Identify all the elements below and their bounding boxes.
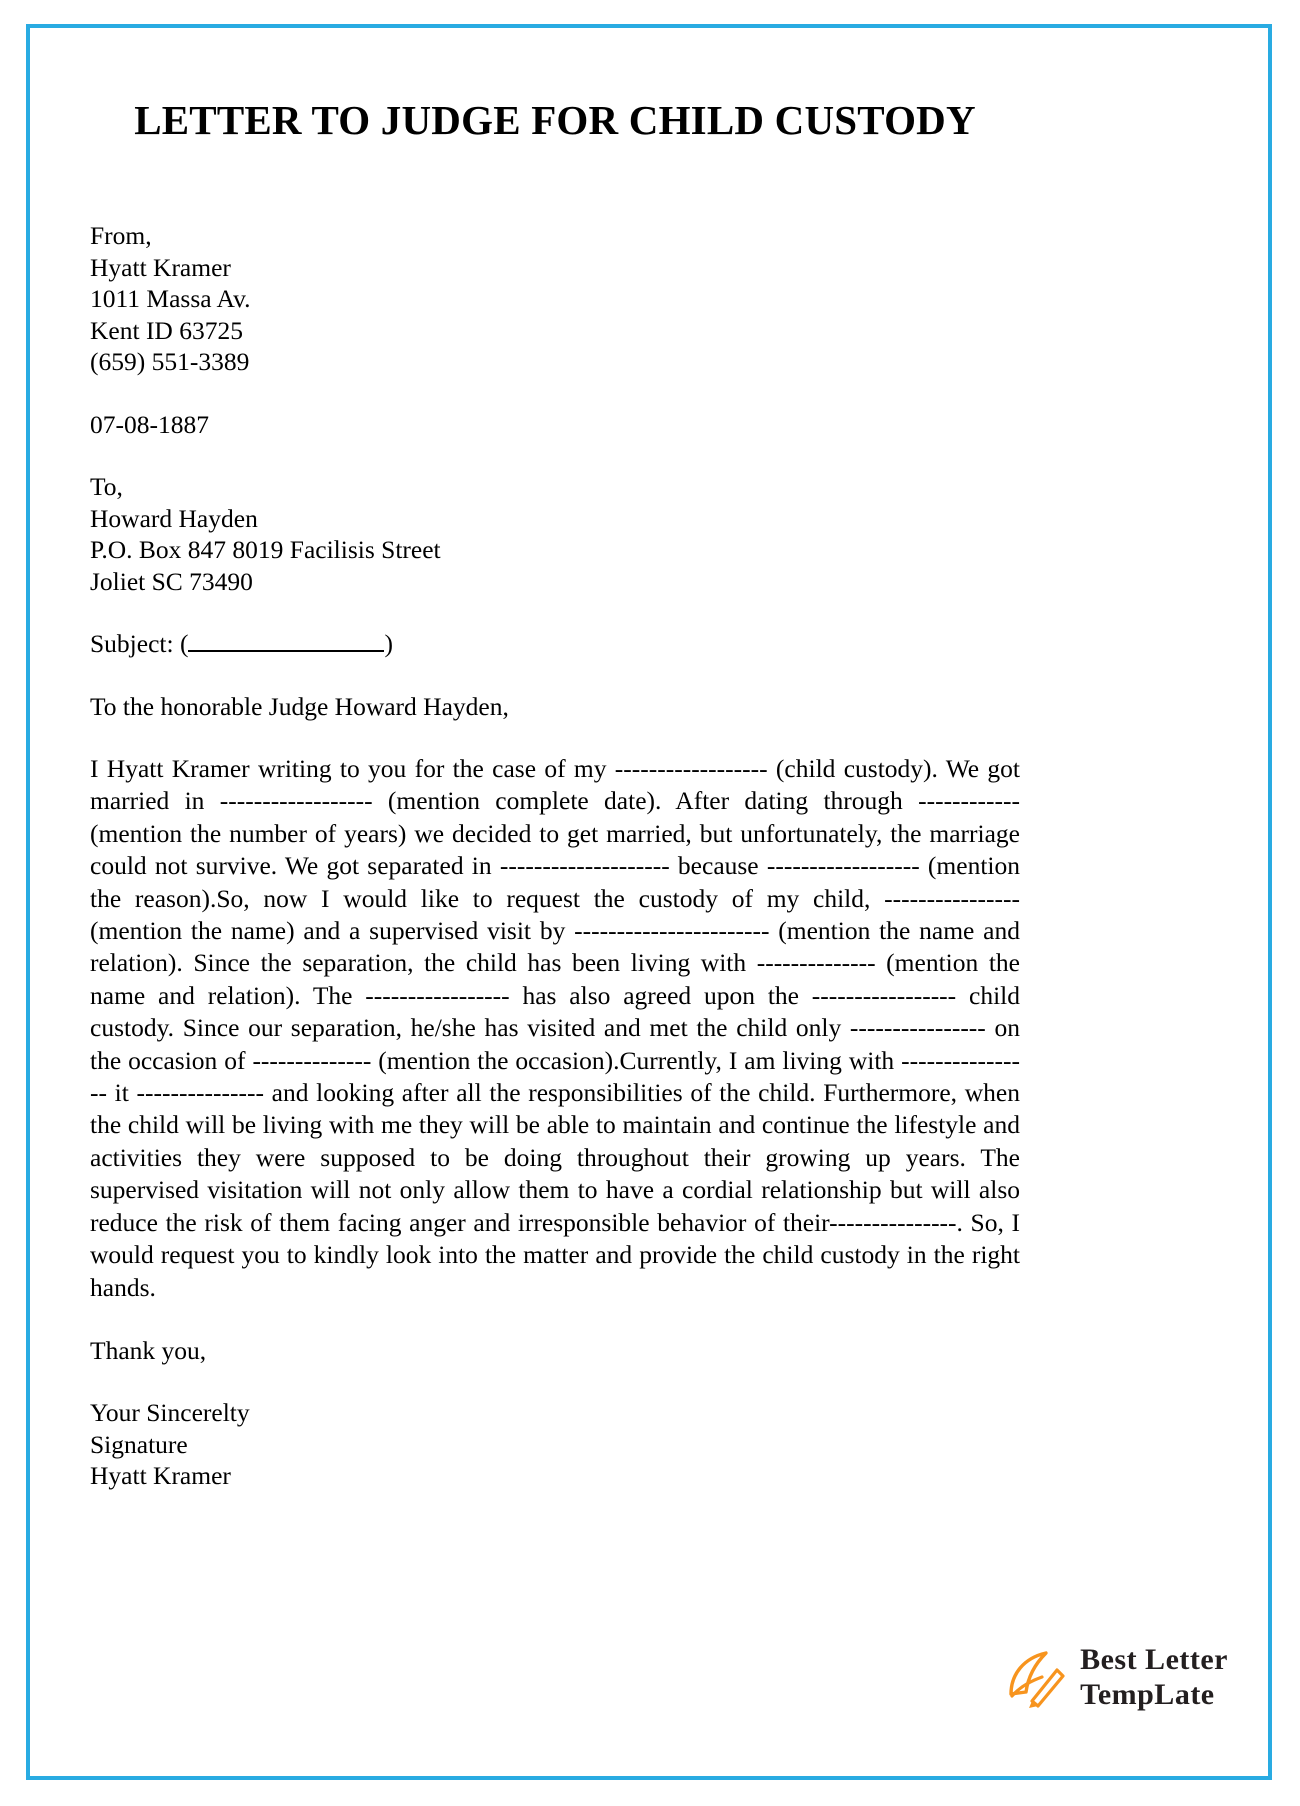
subject-label: Subject: ( — [90, 629, 189, 658]
spacer-before-salutation — [90, 660, 1020, 691]
logo-line-best-letter: Best Letter — [1080, 1642, 1228, 1676]
sender-from-label: From, — [90, 221, 152, 250]
spacer-after-title — [90, 144, 1020, 220]
letter-content — [90, 96, 1020, 1492]
spacer-before-signature — [90, 1366, 1020, 1397]
sender-address-block — [90, 220, 1020, 378]
brand-logo — [1002, 1644, 1228, 1710]
spacer-before-subject — [90, 597, 1020, 628]
letter-body-paragraph: I Hyatt Kramer writing to you for the case of my ------------------ (child custody). We got married in ------------------ (mention complete date). After dating through ------------ (mention the number of years) we decided to get married, but unfortunately, the marriage could not survive. We got separated in -------------------- because ------------------ (mention the reason).So, now I would like to request the custody of my child, ---------------- (mention the name) and a supervised visit by ----------------------- (mention the name and relation). Since the separation, the child has been living with -------------- (mention the name and relation). The ----------------- has also agreed upon the ----------------- child custody. Since our separation, he/she has visited and met the child only ---------------- on the occasion of -------------- (mention the occasion).Currently, I am living with ---------------- it --------------- and looking after all the responsibilities of the child. Furthermore, when the child will be living with me they will be able to maintain and continue the lifestyle and activities they were supposed to be doing throughout their growing up years. The supervised visitation will not only allow them to have a cordial relationship but will also reduce the risk of them facing anger and irresponsible behavior of their---------------. So, I would request you to kindly look into the matter and provide the child custody in the right hands. — [90, 754, 1020, 1302]
signature-block — [90, 1397, 1020, 1492]
subject-input-blank[interactable] — [188, 633, 384, 652]
page-title: LETTER TO JUDGE FOR CHILD CUSTODY — [134, 97, 976, 143]
recipient-street: P.O. Box 847 8019 Facilisis Street — [90, 535, 441, 564]
pen-nib-icon — [1002, 1644, 1068, 1710]
thanks-block — [90, 1335, 1020, 1367]
signer-name: Hyatt Kramer — [90, 1461, 231, 1491]
spacer-before-thanks — [90, 1304, 1020, 1335]
spacer-before-date — [90, 378, 1020, 409]
sender-city-state-zip: Kent ID 63725 — [90, 315, 243, 345]
subject-close-paren: ) — [384, 629, 393, 658]
logo-wordmark — [1080, 1642, 1228, 1711]
sincerely-line: Your Sincerelty — [90, 1398, 250, 1428]
recipient-city-state-zip: Joliet SC 73490 — [90, 566, 253, 596]
thank-you-line: Thank you, — [90, 1335, 207, 1365]
salutation: To the honorable Judge Howard Hayden, — [90, 691, 509, 721]
signature-label: Signature — [90, 1429, 188, 1459]
recipient-address-block — [90, 471, 1020, 597]
spacer-before-recipient — [90, 440, 1020, 471]
letter-date-block — [90, 409, 1020, 441]
recipient-to-label: To, — [90, 472, 123, 501]
salutation-block — [90, 691, 1020, 723]
spacer-before-body — [90, 722, 1020, 753]
letter-date: 07-08-1887 — [90, 409, 209, 439]
recipient-name: Howard Hayden — [90, 503, 258, 533]
sender-phone: (659) 551-3389 — [90, 347, 250, 376]
logo-line-template: TempLate — [1080, 1677, 1215, 1711]
subject-line — [90, 628, 1020, 660]
sender-name: Hyatt Kramer — [90, 252, 231, 282]
sender-street: 1011 Massa Av. — [90, 284, 251, 313]
